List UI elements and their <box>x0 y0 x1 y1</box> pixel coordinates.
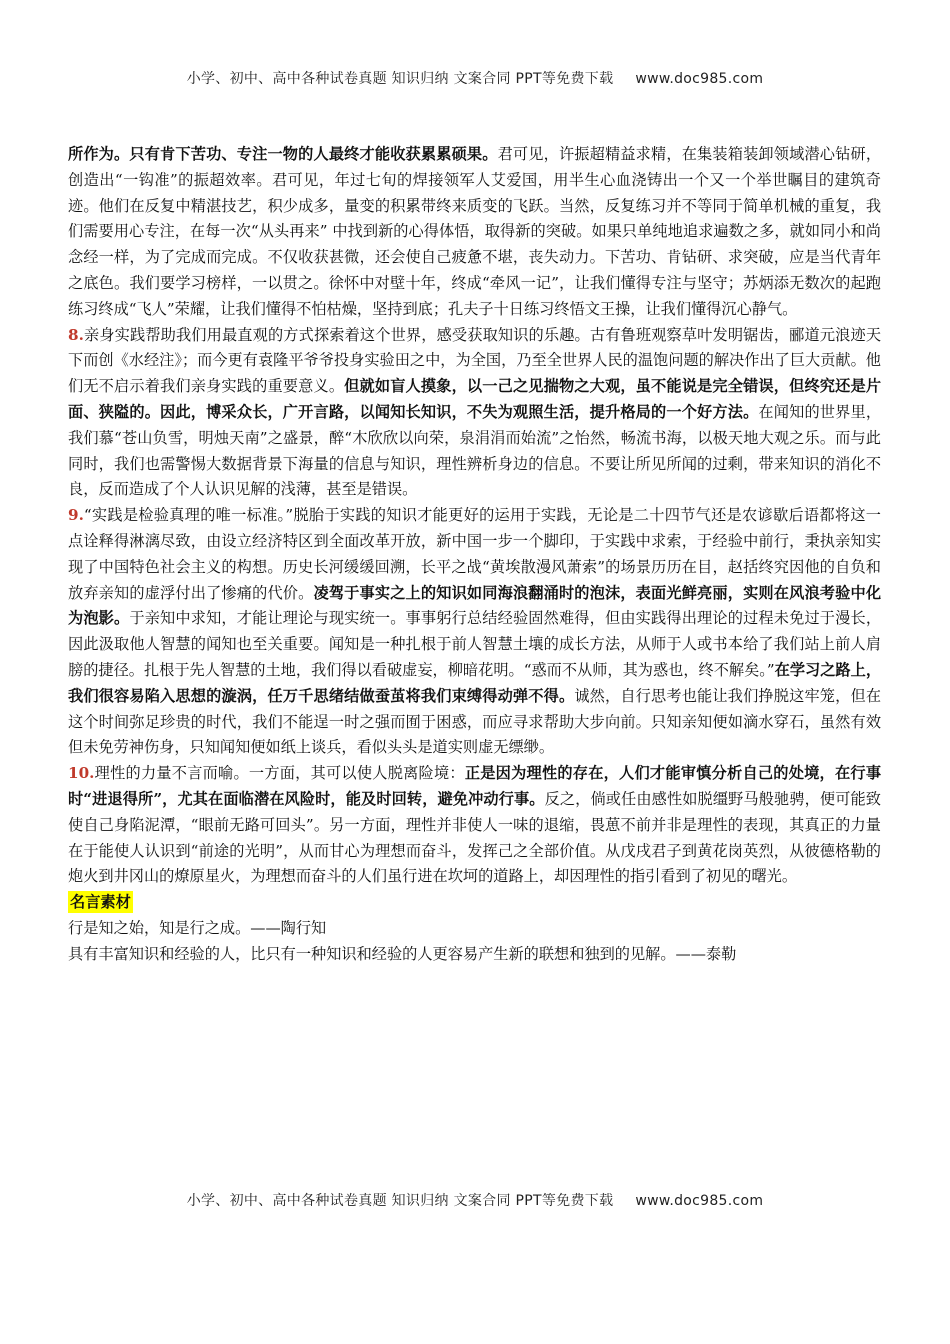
paragraph-text: 于亲知中求知，才能让理论与现实统一。事事躬行总结经验固然难得，但由实践得出理论的过程未免过于漫长，因此汲取他人智慧的闻知也至关重要。闻知是一种扎根于前人智慧土壤的成长方法，从师于人或书本给了我们站上前人肩膀的捷径。扎根于先人智慧的土地，我们得以看破虚妄，柳暗花明。“惑而不从师，其为惑也，终不解矣。” <box>68 609 882 679</box>
footer-site-link[interactable]: www.doc985.com <box>635 1193 764 1209</box>
page-header <box>0 68 950 88</box>
quote-item: 行是知之始，知是行之成。——陶行知 <box>68 918 327 937</box>
bold-sentence: 在学习之路上，我们很容易陷入思想的漩涡，任万千思绪结做蚕茧将我们束缚得动弹不得。 <box>68 660 882 705</box>
quotes-section <box>68 890 881 967</box>
paragraph-8 <box>68 323 881 504</box>
paragraph-number: 10. <box>68 764 95 783</box>
paragraph-text: 反之，倘或任由感性如脱缰野马般驰骋，便可能致使自己身陷泥潭，“眼前无路可回头”。另一方面，理性并非使人一味的退缩，畏葸不前并非是理性的表现，其真正的力量在于能使人认识到“前途的光明”，从而甘心为理想而奋斗，发挥己之全部价值。从戊戌君子到黄花岗英烈，从彼德格勒的炮火到井冈山的燎原星火，为理想而奋斗的人们虽行进在坎坷的道路上，却因理性的指引看到了初见的曙光。 <box>68 789 881 886</box>
paragraph-text: 理性的力量不言而喻。一方面，其可以使人脱离险境： <box>94 764 465 783</box>
paragraph-text: 亲身实践帮助我们用最直观的方式探索着这个世界，感受获取知识的乐趣。古有鲁班观察草叶发明锯齿，郦道元浪迹天下而创《水经注》；而今更有袁隆平爷爷投身实验田之中，为全国，乃至全世界人民的温饱问题的解决作出了巨大贡献。他们无不启示着我们亲身实践的重要意义。 <box>68 325 881 396</box>
page-footer <box>0 1190 950 1210</box>
paragraph-7-continued <box>68 142 881 323</box>
paragraph-text: 在闻知的世界里，我们慕“苍山负雪，明烛天南”之盛景，醉“木欣欣以向荣，泉涓涓而始流”之怡然，畅流书海，以极天地大观之乐。而与此同时，我们也需警惕大数据背景下海量的信息与知识，理性辨析身边的信息。不要让所见所闻的过剩，带来知识的消化不良，反而造成了个人认识见解的浅薄，甚至是错误。 <box>68 402 882 499</box>
bold-sentence: 正是因为理性的存在，人们才能审慎分析自己的处境，在行事时“进退得所”，尤其在面临潜在风险时，能及时回转，避免冲动行事。 <box>68 764 882 808</box>
paragraph-10 <box>68 761 881 890</box>
footer-text: 小学、初中、高中各种试卷真题 知识归纳 文案合同 PPT等免费下载 <box>186 1193 614 1209</box>
quote-item: 具有丰富知识和经验的人，比只有一种知识和经验的人更容易产生新的联想和独到的见解。——泰勒 <box>68 944 737 963</box>
bold-sentence: 凌驾于事实之上的知识如同海浪翻涌时的泡沫，表面光鲜亮丽，实则在风浪考验中化为泡影。 <box>68 583 882 628</box>
paragraph-9 <box>68 503 881 761</box>
header-text: 小学、初中、高中各种试卷真题 知识归纳 文案合同 PPT等免费下载 <box>186 71 614 87</box>
paragraph-text: 君可见，许振超精益求精，在集装箱装卸领域潜心钻研，创造出“一钩准”的振超效率。君可见，年过七旬的焊接领军人艾爱国，用半生心血浇铸出一个又一个举世瞩目的建筑奇迹。他们在反复中精湛技艺，积少成多，量变的积累带终来质变的飞跃。当然，反复练习并不等同于简单机械的重复，我们需要用心专注，在每一次“从头再来” 中找到新的心得体悟，取得新的突破。如果只单纯地追求遍数之多，就如同小和尚念经一样，为了完成而完成。不仅收获甚微，还会使自己疲惫不堪，丧失动力。下苦功、肯钻研、求突破，应是当代青年之底色。我们要学习榜样，一以贯之。徐怀中对壁十年，终成“牵风一记”，让我们懂得专注与坚守；苏炳添无数次的起跑练习终成“飞人”荣耀，让我们懂得不怕枯燥，坚持到底；孔夫子十日练习终悟文王操，让我们懂得沉心静气。 <box>68 145 882 318</box>
header-site-link[interactable]: www.doc985.com <box>635 71 764 87</box>
document-body <box>68 142 881 968</box>
paragraph-number: 9. <box>68 506 84 525</box>
bold-sentence: 但就如盲人摸象，以一己之见揣物之大观，虽不能说是完全错误，但终究还是片面、狭隘的。因此，博采众长，广开言路，以闻知长知识，不失为观照生活，提升格局的一个好方法。 <box>68 377 882 421</box>
paragraph-text: 诚然，自行思考也能让我们挣脱这牢笼，但在这个时间弥足珍贵的时代，我们不能逞一时之强而囿于困惑，而应寻求帮助大步向前。只知亲知便如滴水穿石，虽然有效但未免劳神伤身，只知闻知便如纸上谈兵，看似头头是道实则虚无缥缈。 <box>68 686 882 757</box>
bold-sentence: 所作为。只有肯下苦功、专注一物的人最终才能收获累累硕果。 <box>68 145 498 163</box>
section-label-quotes: 名言素材 <box>70 893 131 912</box>
paragraph-number: 8. <box>68 325 84 344</box>
paragraph-text: “实践是检验真理的唯一标准。”脱胎于实践的知识才能更好的运用于实践，无论是二十四节气还是农谚歇后语都将这一点诠释得淋漓尽致，由设立经济特区到全面改革开放，新中国一步一个脚印，于实践中求索，于经验中前行，秉执亲知实现了中国特色社会主义的构想。历史长河缓缓回溯，长平之战“黄埃散漫风萧索”的场景历历在目，赵括终究因他的自负和放弃亲知的虚浮付出了惨痛的代价。 <box>68 506 881 602</box>
